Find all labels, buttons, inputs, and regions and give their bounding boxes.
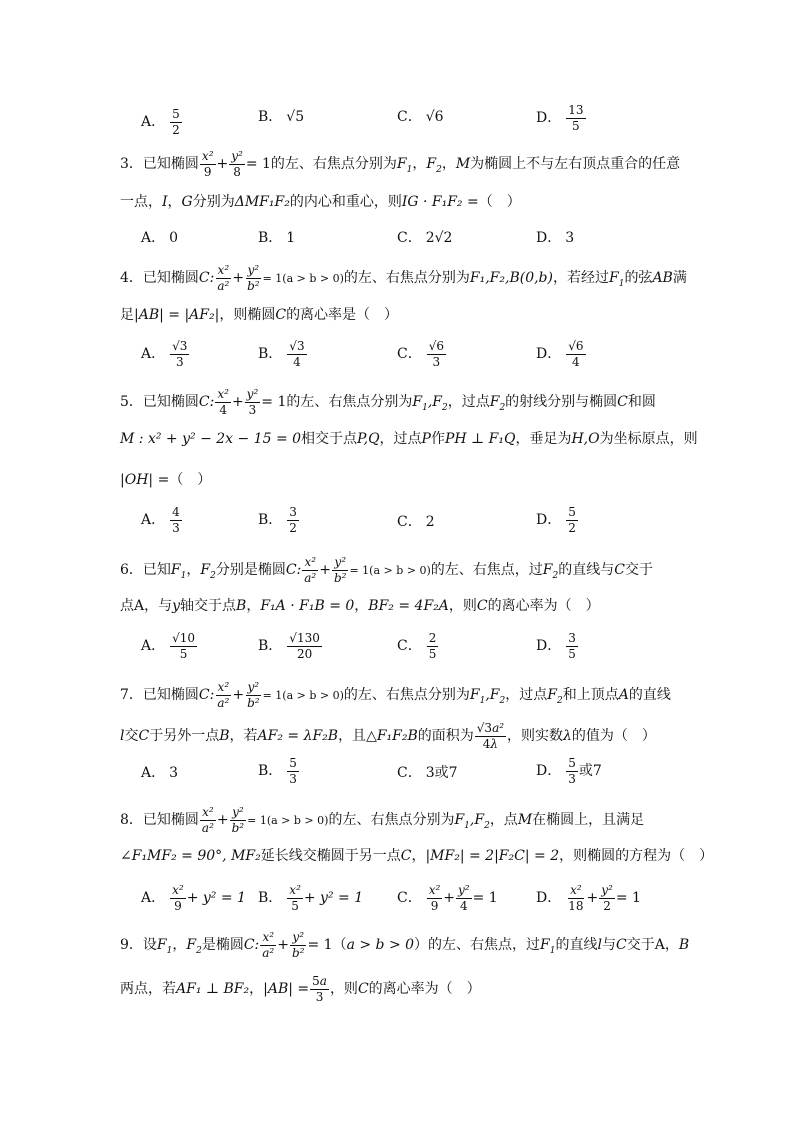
q3-option-d: D． 3 — [536, 230, 575, 246]
q6-option-c: C． $\frac{2}{5}$ — [397, 631, 437, 661]
q2-option-c: C． √6 — [397, 109, 444, 125]
q3-option-c: C． 2√2 — [397, 230, 453, 246]
q8-option-a: A． $\frac{\text{x²}}{9}$ + y² = 1 — [141, 883, 246, 913]
q5-option-c: C． 2 — [397, 514, 435, 530]
q5-line-2: M : x² + y² − 2x − 15 = 0相交于点P,Q，过点P作PH ⊥ F₁Q，垂足为H,O为坐标原点，则 — [120, 431, 698, 447]
q2-option-b: B． √5 — [258, 109, 305, 125]
q4-option-c: C． $\frac{√6}{3}$ — [397, 339, 444, 369]
q5-line-1: 5．已知椭圆C: $\frac{\text{x²}}{4}$ + $\frac{\text{y²}}{3}$ = 1的左、右焦点分别为$F_1,F_2$，过点$F_2$的射线分别与椭圆C和圆 — [120, 387, 656, 417]
q5-option-d: D． $\frac{5}{2}$ — [536, 505, 576, 535]
q8-option-c: C． $\frac{\text{x²}}{9}$ + $\frac{\text{y²}}{4}$ = 1 — [397, 883, 498, 913]
q5-line-3: |OH| =（ ） — [120, 472, 212, 488]
q8-line-1: 8．已知椭圆 $\frac{\text{x²}}{\text{a²}}$ + $\frac{\text{y²}}{\text{b²}}$ = 1(a > b > 0)的左、右焦点分别为$F_1,F_2$，点M在椭圆上，且满足 — [120, 805, 645, 835]
q6-option-d: D． $\frac{3}{5}$ — [536, 631, 576, 661]
q3-option-b: B． 1 — [258, 230, 296, 246]
q4-line-1: 4．已知椭圆C: $\frac{\text{x²}}{\text{a²}}$ + $\frac{\text{y²}}{\text{b²}}$ = 1(a > b > 0)的左、右焦点分别为F₁,F₂,B(0,b)，若经过$F_1$的弦AB满 — [120, 263, 687, 293]
q7-option-b: B． $\frac{5}{3}$ — [258, 756, 297, 786]
q6-line-2: 点A，与y轴交于点B，F₁A · F₁B = 0，BF₂ = 4F₂A，则C的离心率为（ ） — [120, 598, 600, 614]
q8-option-d: D． $\frac{\text{x²}}{18}$ + $\frac{\text{y²}}{2}$ = 1 — [536, 883, 641, 913]
q3-option-a: A． 0 — [141, 230, 179, 246]
q4-line-2: 足|AB| = |AF₂|，则椭圆C的离心率是（ ） — [120, 307, 399, 323]
q7-option-c: C． 3或7 — [397, 765, 458, 781]
q9-line-2: 两点，若AF₁ ⊥ BF₂，|AB| = $\frac{5a}{3}$ ，则C的离心率为（ ） — [120, 974, 481, 1004]
q4-option-d: D． $\frac{√6}{4}$ — [536, 339, 584, 369]
q4-option-a: A． $\frac{√3}{3}$ — [141, 339, 188, 369]
q3-line-2: 一点，I，G分别为ΔMF₁F₂的内心和重心，则IG · F₁F₂ =（ ） — [120, 194, 521, 210]
q6-line-1: 6．已知$F_1$，$F_2$分别是椭圆C: $\frac{\text{x²}}{\text{a²}}$ + $\frac{\text{y²}}{\text{b²}}$ = 1(a > b > 0)的左、右焦点，过$F_2$的直线与C交于 — [120, 555, 653, 585]
q6-option-b: B． $\frac{√130}{20}$ — [258, 631, 320, 661]
q7-line-2: l交C于另外一点B，若AF₂ = λF₂B，且△F₁F₂B的面积为 $\frac{\text{√3a²}}{4\lambda}$ ，则实数λ的值为（ ） — [120, 721, 656, 751]
q5-option-b: B． $\frac{3}{2}$ — [258, 505, 297, 535]
q2-option-a: A． $\frac{5}{2}$ — [141, 107, 180, 137]
q3-line-1: 3．已知椭圆 $\frac{\text{x²}}{9}$ + $\frac{\text{y²}}{8}$ = 1的左、右焦点分别为$F_1$，$F_2$，M为椭圆上不与左右顶点重合的任意 — [120, 149, 681, 179]
q8-option-b: B． $\frac{\text{x²}}{5}$ + y² = 1 — [258, 883, 364, 913]
q6-option-a: A． $\frac{√10}{5}$ — [141, 631, 196, 661]
q7-option-d: D． $\frac{5}{3}$ 或7 — [536, 756, 602, 786]
q9-line-1: 9．设$F_1$，$F_2$是椭圆C: $\frac{\text{x²}}{\text{a²}}$ + $\frac{\text{y²}}{\text{b²}}$ = 1（a > b > 0）的左、右焦点，过$F_1$的直线l与C交于A，B — [120, 930, 690, 960]
q5-option-a: A． $\frac{4}{3}$ — [141, 505, 180, 535]
q2-option-d: D． $\frac{13}{5}$ — [536, 103, 584, 133]
q7-option-a: A． 3 — [141, 765, 179, 781]
q7-line-1: 7．已知椭圆C: $\frac{\text{x²}}{\text{a²}}$ + $\frac{\text{y²}}{\text{b²}}$ = 1(a > b > 0)的左、右焦点分别为$F_1,F_2$，过点$F_2$和上顶点A的直线 — [120, 680, 671, 710]
q8-line-2: ∠F₁MF₂ = 90°, MF₂延长线交椭圆于另一点C，|MF₂| = 2|F₂C| = 2，则椭圆的方程为（ ） — [120, 848, 714, 864]
q4-option-b: B． $\frac{√3}{4}$ — [258, 339, 305, 369]
